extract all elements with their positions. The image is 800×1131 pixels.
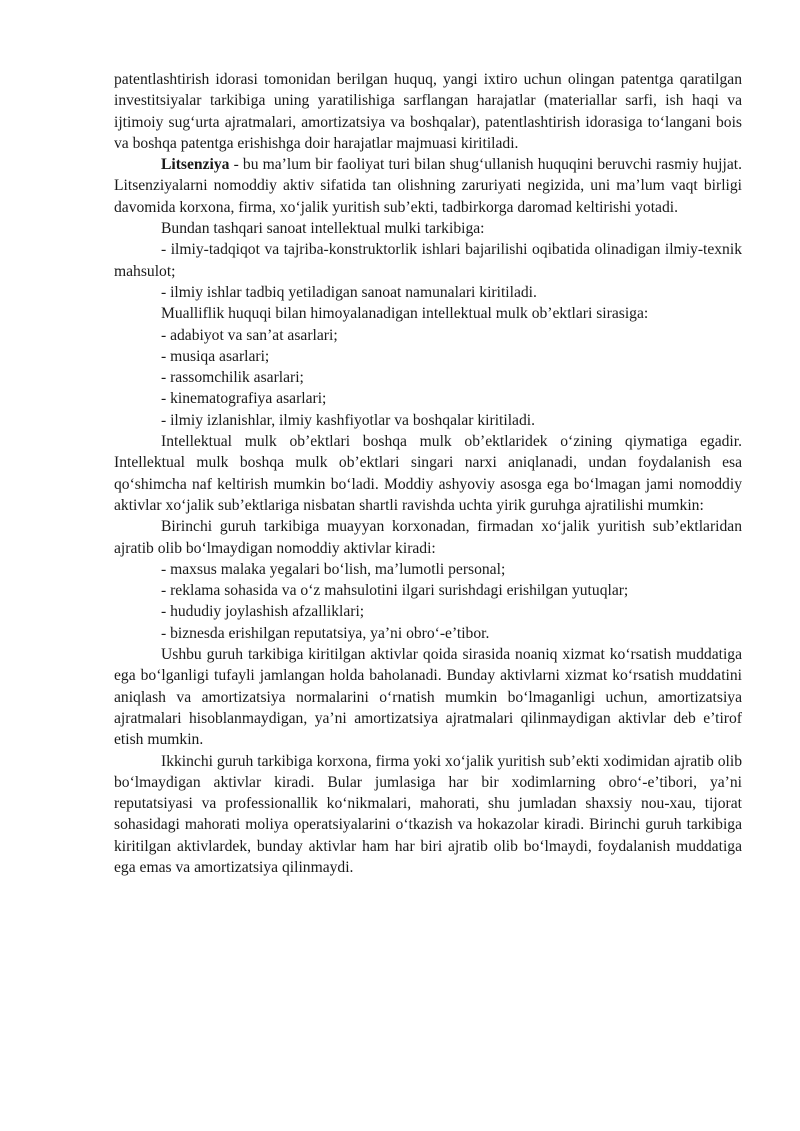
list-item-scientific-research: - ilmiy izlanishlar, ilmiy kashfiyotlar va boshqalar kiritiladi.: [161, 411, 535, 429]
list-item-industrial-samples: - ilmiy ishlar tadbiq yetiladigan sanoat namunalari kiritiladi.: [161, 283, 537, 301]
paragraph-copyright-intro: Mualliflik huquqi bilan himoyalanadigan intellektual mulk ob’ektlari sirasiga:: [161, 305, 649, 323]
list-item-reputation: - biznesda erishilgan reputatsiya, ya’ni obro‘-e’tibor.: [161, 624, 490, 642]
list-item-advertising: - reklama sohasida va o‘z mahsulotini ilgari surishdagi erishilgan yutuqlar;: [161, 582, 629, 600]
paragraph-second-group: Ikkinchi guruh tarkibiga korxona, firma yoki xo‘jalik yuritish sub’ekti xodimidan ajratib olib bo‘lmaydigan aktivlar kiradi. Bular jumlasiga har bir xodimlarning obro‘-e’tibori, ya’ni reputatsiyasi va professionallik ko‘nikmalari, mahorati, shu jumladan shaxsiy nou-xau, tijorat sohasidagi mahorati moliya operatsiyalarini o‘tkazish va hokazolar kiradi. Birinchi guruh tarkibiga kiritilgan aktivlardek, bunday aktivlar ham har biri ajratib olib bo‘lmaydi, foydalanish muddatiga ega emas va amortizatsiya qilinmaydi.: [114, 752, 742, 876]
paragraph-license-definition: [114, 154, 742, 218]
list-item-location: - hududiy joylashish afzalliklari;: [161, 603, 365, 621]
paragraph-first-group: Birinchi guruh tarkibiga muayyan korxonadan, firmadan xo‘jalik yuritish sub’ektlaridan ajratib olib bo‘lmaydigan nomoddiy aktivlar kiradi:: [114, 518, 742, 557]
list-item-literature-art: - adabiyot va san’at asarlari;: [161, 326, 338, 344]
paragraph-group-valuation: Ushbu guruh tarkibiga kiritilgan aktivlar qoida sirasida noaniq xizmat ko‘rsatish muddatiga ega bo‘lganligi tufayli jamlangan holda baholanadi. Bunday aktivlarni xizmat ko‘rsatish muddatini aniqlash va amortizatsiya normalarini o‘rnatish mumkin bo‘lmaganligi uchun, amortizatsiya ajratmalari hisoblanmaydigan, ya’ni amortizatsiya ajratmalari qilinmaydigan aktivlar deb e’tirof etish mumkin.: [114, 646, 742, 749]
license-definition-text: - bu ma’lum bir faoliyat turi bilan shug‘ullanish huquqini beruvchi rasmiy hujjat. Litsenziyalarni nomoddiy aktiv sifatida tan olishning zaruriyati negizida, uni ma’lum vaqt birligi davomida korxona, firma, xo‘jalik yuritish sub’ekti, tadbirkorga daromad keltirishi yotadi.: [114, 156, 742, 216]
paragraph-patent-costs: patentlashtirish idorasi tomonidan berilgan huquq, yangi ixtiro uchun olingan patentga qaratilgan investitsiyalar tarkibiga uning yaratilishiga sarflangan harajatlar (materiallar sarfi, ish haqi va ijtimoiy sug‘urta ajratmalari, amortizatsiya va boshqalar), patentlashtirish idorasiga to‘langani bois va boshqa patentga erishishga doir harajatlar majmuasi kiritiladi.: [114, 71, 742, 152]
list-item-qualified-personnel: - maxsus malaka yegalari bo‘lish, ma’lumotli personal;: [161, 560, 506, 578]
paragraph-ip-value: Intellektual mulk ob’ektlari boshqa mulk ob’ektlaridek o‘zining qiymatiga egadir. Intellektual mulk boshqa mulk ob’ektlari singari narxi aniqlanadi, undan foydalanish esa qo‘shimcha naf keltirish mumkin bo‘ladi. Moddiy ashyoviy asosga ega bo‘lmagan jami nomoddiy aktivlar xo‘jalik sub’ektlariga nisbatan shartli ravishda uchta yirik guruhga ajratilishi mumkin:: [114, 433, 742, 514]
list-item-music: - musiqa asarlari;: [161, 347, 270, 365]
paragraph-industrial-ip-intro: Bundan tashqari sanoat intellektual mulki tarkibiga:: [161, 220, 485, 238]
list-item-painting: - rassomchilik asarlari;: [161, 369, 304, 387]
document-page: [114, 69, 742, 878]
term-litsenziya: Litsenziya: [161, 156, 230, 174]
list-item-cinematography: - kinematografiya asarlari;: [161, 390, 327, 408]
list-item-research-products: - ilmiy-tadqiqot va tajriba-konstruktorlik ishlari bajarilishi oqibatida olinadigan ilmiy-texnik mahsulot;: [114, 241, 742, 280]
